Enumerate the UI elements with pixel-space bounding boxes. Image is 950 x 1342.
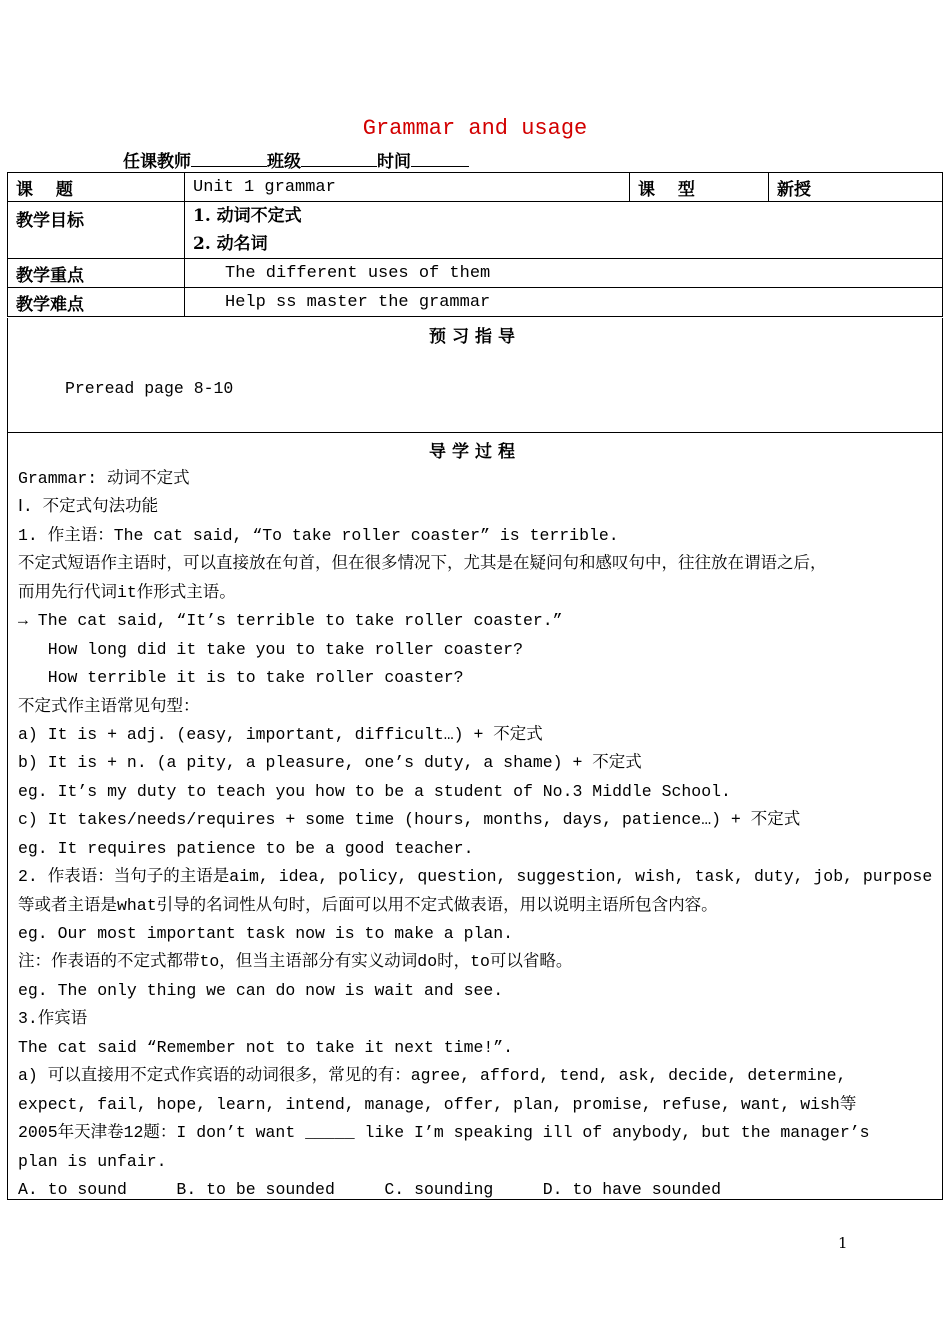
guide-line: Ⅰ. 不定式句法功能 xyxy=(18,497,159,517)
preview-section xyxy=(7,318,943,433)
guide-line: 3.作宾语 xyxy=(18,1009,88,1029)
guide-line: plan is unfair. xyxy=(18,1151,167,1171)
page-number: 1 xyxy=(838,1234,848,1252)
guide-line: How terrible it is to take roller coaster? xyxy=(18,668,464,688)
focus-label: 教学重点 xyxy=(8,259,185,288)
topic-value: Unit 1 grammar xyxy=(185,173,630,202)
goal-item: 2. 动名词 xyxy=(193,234,268,254)
guide-line: → The cat said, “It’s terrible to take roller coaster.” xyxy=(18,611,563,631)
type-value: 新授 xyxy=(769,173,943,202)
guide-line: a) It is + adj. (easy, important, difficult…) + 不定式 xyxy=(18,724,543,744)
teacher-label: 任课教师 xyxy=(123,152,191,172)
guide-line: eg. It requires patience to be a good teacher. xyxy=(18,838,474,858)
goals-label: 教学目标 xyxy=(8,202,185,259)
preview-text: Preread page 8-10 xyxy=(65,379,234,398)
goals-list xyxy=(185,202,943,259)
guide-line: 等或者主语是what引导的名词性从句时，后面可以用不定式做表语，用以说明主语所包含内容。 xyxy=(18,895,718,915)
guide-section xyxy=(7,432,943,1200)
class-label: 班级 xyxy=(267,152,301,172)
guide-line: 1. 作主语：The cat said, “To take roller coaster” is terrible. xyxy=(18,525,619,545)
time-label: 时间 xyxy=(377,152,411,172)
guide-line: eg. It’s my duty to teach you how to be a student of No.3 Middle School. xyxy=(18,781,731,801)
preview-heading: 预习指导 xyxy=(429,327,521,347)
lesson-info-table xyxy=(7,172,943,317)
topic-label: 课 题 xyxy=(8,173,185,202)
guide-line: eg. The only thing we can do now is wait and see. xyxy=(18,980,504,1000)
guide-line: How long did it take you to take roller coaster? xyxy=(18,639,523,659)
guide-line: 注：作表语的不定式都带to，但当主语部分有实义动词do时，to可以省略。 xyxy=(18,952,573,972)
guide-line: expect, fail, hope, learn, intend, manage, offer, plan, promise, refuse, want, wish等 xyxy=(18,1094,857,1114)
guide-line: 而用先行代词it作形式主语。 xyxy=(18,582,236,602)
guide-line: 2005年天津卷12题：I don’t want _____ like I’m speaking ill of anybody, but the manager’s xyxy=(18,1123,870,1143)
guide-line: 不定式短语作主语时，可以直接放在句首，但在很多情况下，尤其是在疑问句和感叹句中，往往放在谓语之后， xyxy=(18,554,827,574)
guide-line: 不定式作主语常见句型： xyxy=(18,696,200,716)
header-fields xyxy=(123,147,469,172)
teacher-blank xyxy=(191,150,267,167)
guide-line: eg. Our most important task now is to make a plan. xyxy=(18,924,514,943)
class-blank xyxy=(301,150,377,167)
guide-heading: 导学过程 xyxy=(429,442,521,462)
guide-line: A. to sound B. to be sounded C. sounding D. to have sounded xyxy=(18,1179,722,1199)
type-label: 课 型 xyxy=(630,173,769,202)
document-title: Grammar and usage xyxy=(362,116,588,141)
guide-line: b) It is + n. (a pity, a pleasure, one’s duty, a shame) + 不定式 xyxy=(18,753,642,773)
guide-line: a) 可以直接用不定式作宾语的动词很多，常见的有：agree, afford, tend, ask, decide, determine, xyxy=(18,1066,847,1086)
difficulty-label: 教学难点 xyxy=(8,288,185,317)
guide-line: 2. 作表语：当句子的主语是aim, idea, policy, question, suggestion, wish, task, duty, job, purpose xyxy=(18,867,933,887)
time-blank xyxy=(411,150,469,167)
difficulty-value: Help ss master the grammar xyxy=(185,288,943,317)
guide-lines xyxy=(18,465,934,1204)
focus-value: The different uses of them xyxy=(185,259,943,288)
guide-line: c) It takes/needs/requires + some time (hours, months, days, patience…) + 不定式 xyxy=(18,810,801,830)
guide-line: Grammar: 动词不定式 xyxy=(18,469,190,488)
guide-line: The cat said “Remember not to take it next time!”. xyxy=(18,1037,514,1057)
goal-item: 1. 动词不定式 xyxy=(193,206,302,226)
